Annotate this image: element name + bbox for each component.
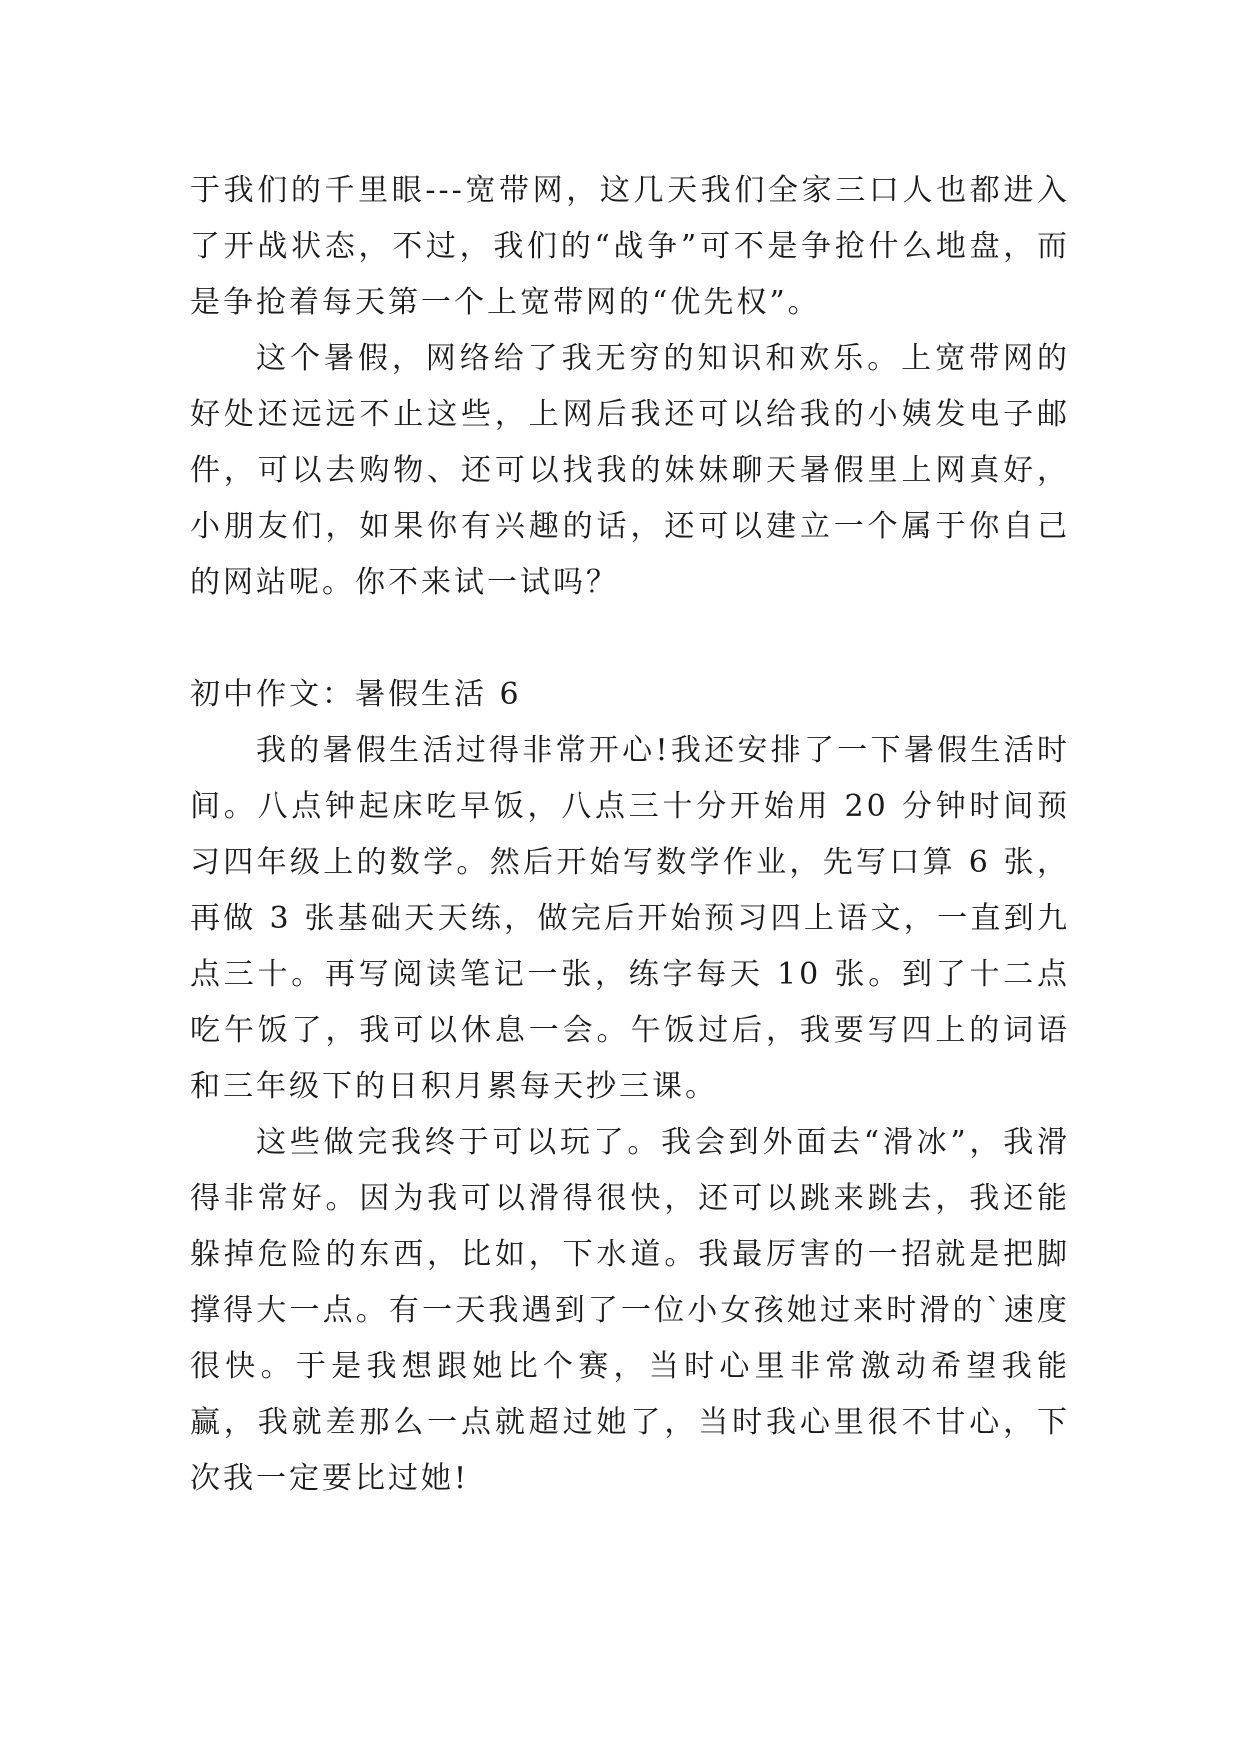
paragraph-continuation: 于我们的千里眼---宽带网，这几天我们全家三口人也都进入了开战状态，不过，我们的“战争”可不是争抢什么地盘，而是争抢着每天第一个上宽带网的“优先权”。: [190, 173, 1070, 320]
section-title: 初中作文：暑假生活 6: [190, 677, 522, 712]
paragraph-internet-summer: 这个暑假，网络给了我无穷的知识和欢乐。上宽带网的好处还远远不止这些，上网后我还可以给我的小姨发电子邮件，可以去购物、还可以找我的妹妹聊天暑假里上网真好，小朋友们，如果你有兴趣的话，还可以建立一个属于你自己的网站呢。你不来试一试吗？: [190, 341, 1070, 600]
document-body: [190, 163, 1070, 1507]
paragraph-daily-schedule: 我的暑假生活过得非常开心!我还安排了一下暑假生活时间。八点钟起床吃早饭，八点三十分开始用 20 分钟时间预习四年级上的数学。然后开始写数学作业，先写口算 6 张，再做 3 张基础天天练，做完后开始预习四上语文，一直到九点三十。再写阅读笔记一张，练字每天 10 张。到了十二点吃午饭了，我可以休息一会。午饭过后，我要写四上的词语和三年级下的日积月累每天抄三课。: [190, 733, 1070, 1104]
section-spacer: [190, 611, 1070, 667]
paragraph-skating: 这些做完我终于可以玩了。我会到外面去“滑冰”，我滑得非常好。因为我可以滑得很快，还可以跳来跳去，我还能躲掉危险的东西，比如，下水道。我最厉害的一招就是把脚撑得大一点。有一天我遇到了一位小女孩她过来时滑的`速度很快。于是我想跟她比个赛，当时心里非常激动希望我能赢，我就差那么一点就超过她了，当时我心里很不甘心，下次我一定要比过她!: [190, 1125, 1070, 1496]
